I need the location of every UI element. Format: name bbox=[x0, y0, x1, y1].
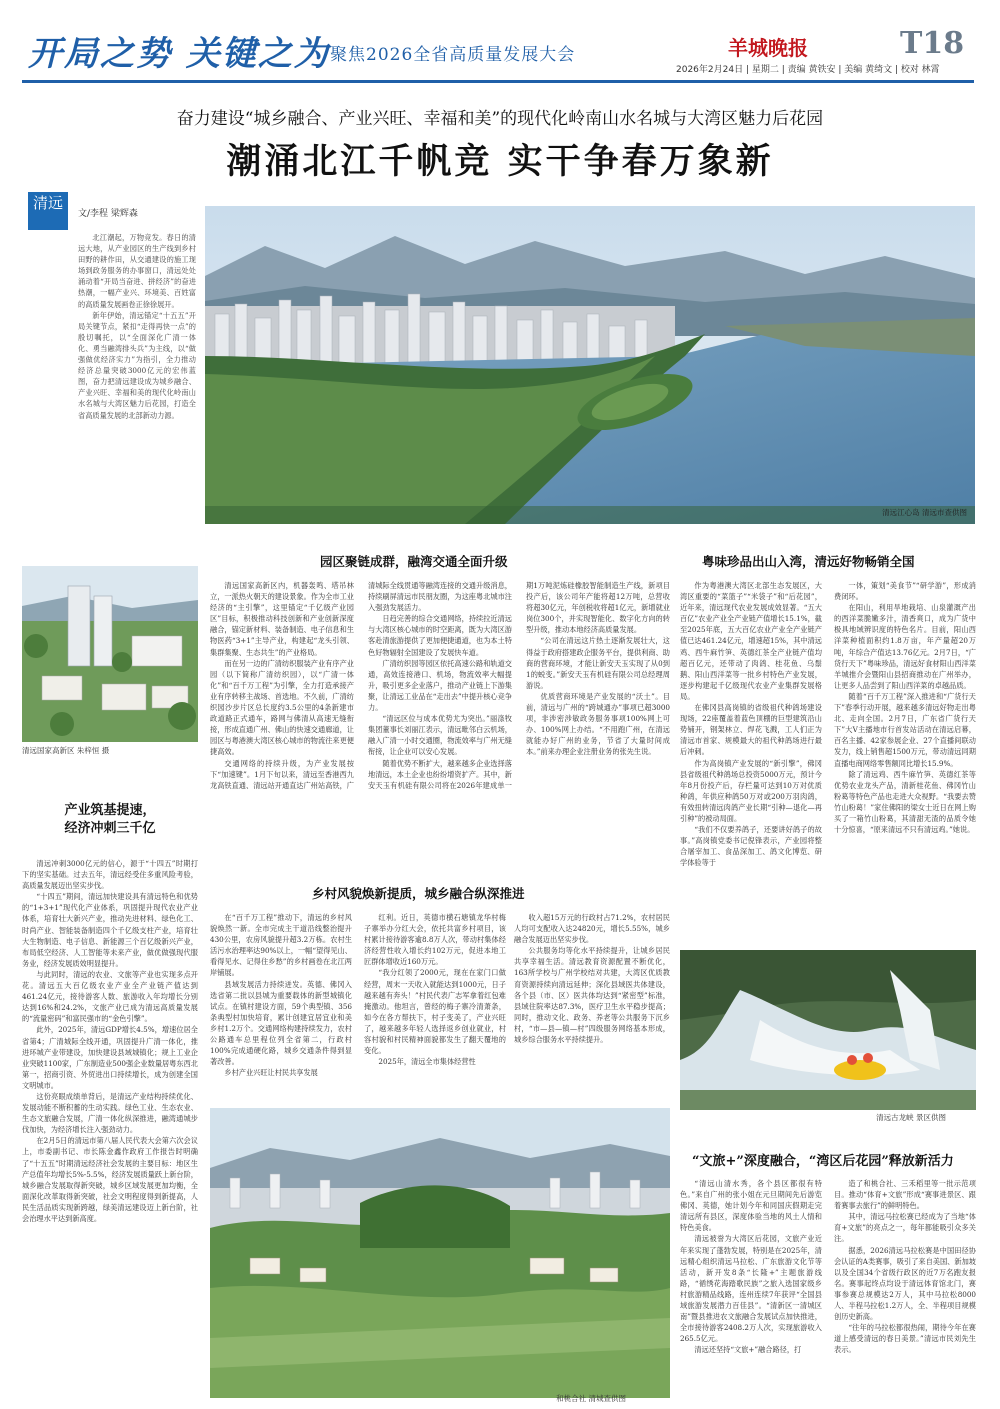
byline: 文/李程 梁辉森 bbox=[78, 209, 138, 219]
header-subtitle: 聚焦2026全省高质量发展大会 bbox=[330, 45, 576, 65]
paragraph: “十四五”期间，清远加快建设具有清远特色和优势的“1+3+1”现代化产业体系，巩固提升现代农业产业体系，培育壮大新兴产业，推动先进材料、绿色化工、时尚产业、智能装备制造四个千亿级支柱产业，培育壮大生物制造、电子信息、新能源三个百亿级新兴产业，布局低空经济、人工智能等未来产业，做优做强现代服务业，经济发展质效明显提升。 bbox=[22, 892, 198, 968]
food-column-right bbox=[834, 580, 976, 950]
paragraph: 2025年，清远全市集体经营性 bbox=[378, 1057, 476, 1067]
paragraph: 清远国家高新区内，机器轰鸣、塔吊林立，一派热火朝天的建设景象。作为全市工业经济的“主引擎”，这里锚定“千亿级产业园区”目标，积极推动科技创新和产业创新深度融合，锚定新材料、装备制造、电子信息和生物医药“3+1”主导产业，构建起“龙头引领、集群集聚、生态共生”的产业格局。 bbox=[210, 581, 354, 657]
park-section-text bbox=[210, 580, 670, 870]
rural-column-1 bbox=[210, 912, 352, 1104]
paragraph: “我们不仅要养鸽子，还要讲好鸽子的故事。”高岗镇党委书记倪锋表示，产业园将整合屠宰加工、食品深加工、鸽文化博览、研学体验等于 bbox=[680, 825, 822, 868]
region-tag: 清远 bbox=[28, 192, 68, 230]
paragraph: 红利。近日，英德市横石塘镇龙华村梅子寨举办分红大会，依托共富乡村项目，该村累计接待游客逾8.8万人次，带动村集体经济经营性收入增长约102万元，促进本地工匠群体增收近160万元。 bbox=[364, 913, 506, 967]
industry-subhead-line: 产业筑基提速， bbox=[64, 803, 156, 818]
newspaper-logo: 羊城晚报 bbox=[728, 36, 808, 60]
left-column bbox=[22, 858, 198, 1388]
header-slogan: 开局之势 关键之为 bbox=[28, 34, 330, 74]
paragraph: 在阳山，利用旱地栽培、山泉灌溉产出的西洋菜脆嫩多汁，清香爽口，成为广货中极具地域辨识度的特色名片。目前，阳山西洋菜种植面积约1.8万亩，年产量超20万吨，年综合产值达13.76亿元。2月7日，“广货行天下”粤味珍品，清远好食材阳山西洋菜羊城推介会暨阳山县招商推动在广州举办，让更多人品尝到了阳山西洋菜的卓越品质。 bbox=[834, 603, 976, 690]
paragraph: 公共服务均等化水平持续提升，让城乡居民共享幸福生活。清远教育资源配置不断优化，163所学校与广州学校结对共建，大湾区优质教育资源持续向清远延伸；深化县域医共体建设，各个县（市、区）医共体均达到“紧密型”标准，县域住院率达87.3%，医疗卫生水平稳步提高；同时，推动文化、政务、养老等公共服务下沉乡村，“市—县—镇—村”四级服务网络基本形成，城乡综合服务水平持续提升。 bbox=[514, 946, 670, 1045]
park-photo bbox=[22, 566, 198, 755]
paragraph: “清远区位与成本优势尤为突出。”丽涤牧集团董事长刘丽江表示，清远毗邻白云机场，融入广清一小时交通圈，物流效率与广州无缝衔接，让企业可以安心发展。 bbox=[368, 714, 512, 757]
paragraph: “往年的马拉松都很热闹，期待今年在赛道上感受清远的春日美景。”清远市民刘先生表示。 bbox=[834, 1323, 976, 1355]
hero-photo-image bbox=[205, 206, 975, 524]
paragraph: 随着优势不断扩大，越来越多企业选择落地清远，本土企业也纷纷增资扩产。其中，新安天玉有机硅有限公司将在2026年建成单一期1万吨泥炼硅橡胶智能制造生产线，新项目投产后，该公司年产能将超12万吨，总营收将超30亿元，年创税收将超1亿元，新增就业岗位300个，并实现智能化、数字化方向的转型升级，推动本地经济高质量发展。 bbox=[368, 581, 670, 790]
paragraph: 而在另一边的广清纺织服装产业有序产业园（以下简称广清纺织园），以“广清一体化”和“百千万工程”为引擎，全力打造承接产业有序转移主战场、首选地。不久前，广清纺织园沙步片区总长度约3.5公里的4条新建市政道路正式通车，路网与佛清从高速无缝衔接，形成直通广州、佛山的快速交通廊道，让园区与粤港澳大湾区核心城市的物流往来更便捷高效。 bbox=[210, 658, 354, 757]
article-headline: 潮涌北江千帆竞 实干争春万象新 bbox=[226, 141, 774, 182]
tourism-column-2 bbox=[834, 1178, 976, 1398]
paragraph: 在佛冈县高岗镇的省级祖代种鸽场建设现场，22座覆盖着蓝色顶棚的巨型建筑沿山势铺开，钢架林立、焊花飞溅，工人们正为清远市首家、规模最大的祖代种鸽场进行最后冲刺。 bbox=[680, 703, 822, 757]
paragraph: 此外，2025年，清远GDP增长4.5%，增速位居全省第4；广清城际全线开通，巩固提升广清一体化，推进环城产业带建设，加快建设县域城镇化；规上工业企业突破1100家，广东制造业500强企业数量居粤东西北第一，招商引资、外贸进出口持续增长，成为创建全国文明城市。 bbox=[22, 1025, 198, 1090]
lede-paragraph: 新年伊始，清远锚定“十五五”开局关键节点，紧扣“走得再快一点”的殷切嘱托，以“全面深化广清一体化、勇当融湾排头兵”为主线，以“做强做优经济实力”为指引，全力推动经济总量突破3000亿元的宏伟蓝图，奋力把清远建设成为城乡融合、产业兴旺、幸福和美的现代化岭南山水名城与大湾区魅力后花园，打造全省高质量发展的北部新动力源。 bbox=[78, 310, 196, 420]
paragraph: 与此同时，清远的农业、文旅等产业也实现多点开花。清远五大百亿级农业产业全产业链产值达到461.24亿元，接待游客人数、旅游收入年均增长分别达到16%和24.2%，文旅产业已成为清远高质量发展的“流量密码”和富民强市的“金色引擎”。 bbox=[22, 969, 198, 1024]
village-caption: 和桃合社 清城查供图 bbox=[556, 1394, 626, 1403]
paragraph: 日趋完善的综合交通网络，持续拉近清远与大湾区核心城市的时空距离，既为大湾区游客赴清旅游提供了更加便捷通道，也为本土特色好物辐射全国建设了发展快车道。 bbox=[368, 614, 512, 657]
village-photo-image bbox=[210, 1108, 670, 1398]
paragraph: 这份亮眼成绩单背后，是清远产业结构持续优化、发展动能不断积蓄的生动实践。绿色工业、生态农业、生态文旅融合发展，广清一体化纵深推进，融湾通城步伐加快，为经济增长注入强劲动力。 bbox=[22, 1091, 198, 1135]
paragraph: 在“百千万工程”推动下，清远的乡村风貌焕然一新。全市完成主干道沿线整治提升430公里，农房风貌提升超3.2万栋。农村生活污水治理率达90%以上，一幅“望得见山、看得见水、记得住乡愁”的乡村画卷在北江两岸铺展。 bbox=[210, 913, 352, 978]
paragraph: “我分红领了2000元，现在在家门口做经营，周末一天收入就能达到1000元，日子越来越有奔头！”村民代表广志军拿着红包难掩激动。他坦言，曾经的梅子寨冷清萧条，如今在各方帮扶下，村子变美了，产业兴旺了，越来越多年轻人选择返乡创业就业，村容村貌和村民精神面貌都发生了翻天覆地的变化。 bbox=[364, 968, 506, 1056]
rural-column-3 bbox=[514, 912, 670, 1104]
header-rule bbox=[22, 80, 974, 83]
paragraph: 清远还坚持“文旅+”融合路径，打 bbox=[694, 1345, 802, 1355]
paragraph: 收入超15万元的行政村占71.2%，农村居民人均可支配收入达24820元，增长5.55%，城乡融合发展迈出坚实步伐。 bbox=[514, 913, 670, 945]
article-kicker: 奋力建设“城乡融合、产业兴旺、幸福和美”的现代化岭南山水名城与大湾区魅力后花园 bbox=[176, 109, 824, 129]
park-photo-image bbox=[22, 566, 198, 742]
paragraph: 广清纺织园等园区依托高速公路和轨道交通，高效连接港口、机场，物流效率大幅提升，吸引更多企业落户，推动产业链上下游集聚，让清远工业品在“走出去”中提升核心竞争力。 bbox=[368, 658, 512, 713]
paragraph: 造了和桃合社、三禾稻里等一批示范项目。推动“体育+文旅”形成“赛事进景区、跟着赛事去旅行”的鲜明特色。 bbox=[834, 1179, 976, 1211]
paragraph: 作为高岗镇产业发展的“新引擎”，佛冈县省级祖代种鸽场总投资5000万元，预计今年8月份投产后，存栏量可达到10万对优质种鸽，年供应种鸽50万对或200万羽肉鸽，有效扭转清远肉鸽产业长期“引种—退化—再引种”的被动局面。 bbox=[680, 758, 822, 823]
section-title-rural: 乡村风貌焕新提质，城乡融合纵深推进 bbox=[312, 886, 525, 901]
hero-caption: 清远江心岛 清远市查供图 bbox=[882, 508, 967, 517]
paragraph: 作为粤港澳大湾区北部生态发展区，大湾区重要的“菜篮子”“米袋子”和“后花园”，近年来，清远现代农业发展成效显著。“五大百亿”农业产业全产业链产值增长15.1%，截至2025年底，五大百亿农业产业全产业链产值已达461.24亿元，增速超15%，其中清远鸡、西牛麻竹笋、英德红茶全产业链产值均超百亿元，还带动了肉鸽、桂花鱼、乌鬃鹅、阳山西洋菜等一批乡村特色产业发展，逐步构建起千亿级现代农业产业集群发展格局。 bbox=[680, 581, 822, 701]
paragraph: “公司在清远这片热土逐渐发展壮大，这得益于政府搭建政企服务平台，提供利商、助商的营商环境，才能让新安天玉实现了从0到1的蜕变。”新安天玉有机硅有限公司总经理周游说。 bbox=[526, 636, 670, 690]
lede-column bbox=[78, 232, 196, 421]
paragraph: 清远被誉为大湾区后花园，文旅产业近年来实现了蓬勃发展，特别是在2025年，清远精心组织清远马拉松、广东旅游文化节等活动，新开发8条“长隆+”主题旅游线路，“循绣花海踏歌民族”之旅入选国家级乡村旅游精品线路，连州连续7年获评“全国县域旅游发展潜力百佳县”。“清新区一清城区南”暨县推进农文旅融合发展试点加快推进，全市接待游客2408.2万人次，实现旅游收入265.5亿元。 bbox=[680, 1234, 822, 1344]
paragraph: 除了清远鸡、西牛麻竹笋、英德红茶等优势农业龙头产品，清新桂花鱼、佛冈竹山粉葛等特色产品也走进大众视野。“我要去赞竹山粉葛！”家住佛阳的梁女士近日在网上购买了一箱竹山粉葛，其清甜无渣的品质令她十分惊喜，“原来清远不只有清远鸡。”她说。 bbox=[834, 769, 976, 835]
page-number: T18 bbox=[900, 26, 965, 61]
rural-column-2 bbox=[364, 912, 506, 1104]
paragraph: 交通网络的持续升级，为产业发展按下“加速键”。1月下旬以来，清远至香港西九龙高铁直通、清远站开通直达广州站高铁，广清城际全线贯通等融湾连接的交通升级消息，持续刷屏清远市民朋友圈，为这座粤北城市注入强劲发展活力。 bbox=[210, 581, 512, 790]
rafting-caption: 清远古龙峡 景区供图 bbox=[876, 1113, 946, 1122]
paragraph: 据悉，2026清远马拉松赛是中国田径协会认证的A类赛事，吸引了来自美国、新加坡以及全国34个省级行政区的近7万名跑友报名。赛事起终点均设于清远体育馆北门，赛事参赛总规模达2万人，其中马拉松8000人、半程马拉松1.2万人，全、半程项目规模创历史新高。 bbox=[834, 1245, 976, 1322]
paragraph: 一体，策划“美食节”“研学游”，形成消费闭环。 bbox=[834, 581, 976, 602]
paragraph: “清远山清水秀，各个县区都很有特色。”来自广州的张小姐在元旦期间先后游览佛冈、英德，她计划今年和同国庆假期走完清远所有县区，深度体验当地的风土人情和特色美食。 bbox=[680, 1179, 822, 1233]
industry-subhead bbox=[22, 802, 198, 838]
paragraph: 随着“百千万工程”深入推进和“广货行天下”春季行动开展，越来越多清远好物走出粤北、走向全国。2月7日，广东省广货行天下”大V主播地市行首发站活动在清远启幕，百名主播、42家参展企业、27个直播间联动发力，线上销售超1500万元，带动清远同期直播电商网络零售额同比增长15.9%。 bbox=[834, 691, 976, 768]
paragraph: 优质营商环境是产业发展的“沃土”。目前，清远与广州的“跨城通办”事项已超3000项，非涉密涉敏政务服务事项100%网上可办、100%网上办结。“不用跑广州，在清远就能办好广州的业务，节省了大量时间成本。”前来办理企业注册业务的张先生说。 bbox=[526, 691, 670, 757]
rafting-photo-image bbox=[680, 950, 976, 1110]
header-meta: 2026年2月24日 | 星期二 | 责编 黄铁安 | 美编 黄绮文 | 校对 林霄 bbox=[676, 65, 940, 75]
paragraph: 其中，清远马拉松赛已经成为了当地“体育+文旅”的亮点之一，每年都能吸引众多关注。 bbox=[834, 1212, 976, 1244]
section-title-food: 粤味珍品出山入湾，清远好物畅销全国 bbox=[702, 554, 915, 569]
section-title-tourism: “文旅+”深度融合，“湾区后花园”释放新活力 bbox=[692, 1154, 954, 1169]
hero-photo bbox=[205, 206, 975, 524]
paragraph: 在2月5日的清远市第八届人民代表大会第六次会议上，市委副书记、市长陈金鑫作政府工作报告时明确了“十五五”时期清远经济社会发展的主要目标：地区生产总值年均增长5%-5.5%，经济发展质量跃上新台阶，城乡融合发展取得新突破，城乡区域发展更加均衡，全面深化改革取得新突破，社会文明程度得到新提高，人民生活品质实现新跨越，绿美清远建设迈上新台阶，社会治理水平达到新高度。 bbox=[22, 1136, 198, 1223]
paragraph: 县域发展活力持续迸发。英德、佛冈入选省第二批以县城为重要载体的新型城镇化试点。在镇村建设方面，59个典型镇、356条典型村加快培育，累计创建宜居宜业和美乡村1.2万个。交通网络构建持续发力，农村公路通车总里程位列全省第二，行政村100%完成通硬化路，城乡交通条件得到显著改善。 bbox=[210, 979, 352, 1067]
rafting-photo bbox=[680, 950, 976, 1125]
village-photo bbox=[210, 1108, 670, 1403]
section-title-park: 园区聚链成群，融湾交通全面升级 bbox=[320, 554, 508, 569]
lede-paragraph: 北江潮起，万物竞发。春日的清远大地，从产业园区的生产线到乡村田野的耕作田，从交通建设的施工现场到政务服务的办事窗口，清远处处涌动着“开局当奋进、拼经济”的奋进热潮，一幅产业兴、环境美、百姓富的高质量发展画卷正徐徐展开。 bbox=[78, 233, 196, 309]
food-column-left bbox=[680, 580, 822, 950]
paragraph: 清远冲刺3000亿元的信心，源于“十四五”时期打下的坚实基础。过去五年，清远经受住多重风险考验，高质量发展迈出坚实步伐。 bbox=[22, 859, 198, 891]
paragraph: 乡村产业兴旺让村民共享发展 bbox=[224, 1068, 318, 1078]
industry-subhead-line: 经济冲刺三千亿 bbox=[64, 821, 156, 836]
tourism-column-1 bbox=[680, 1178, 822, 1398]
park-caption: 清远国家高新区 朱梓恒 摄 bbox=[22, 746, 110, 755]
